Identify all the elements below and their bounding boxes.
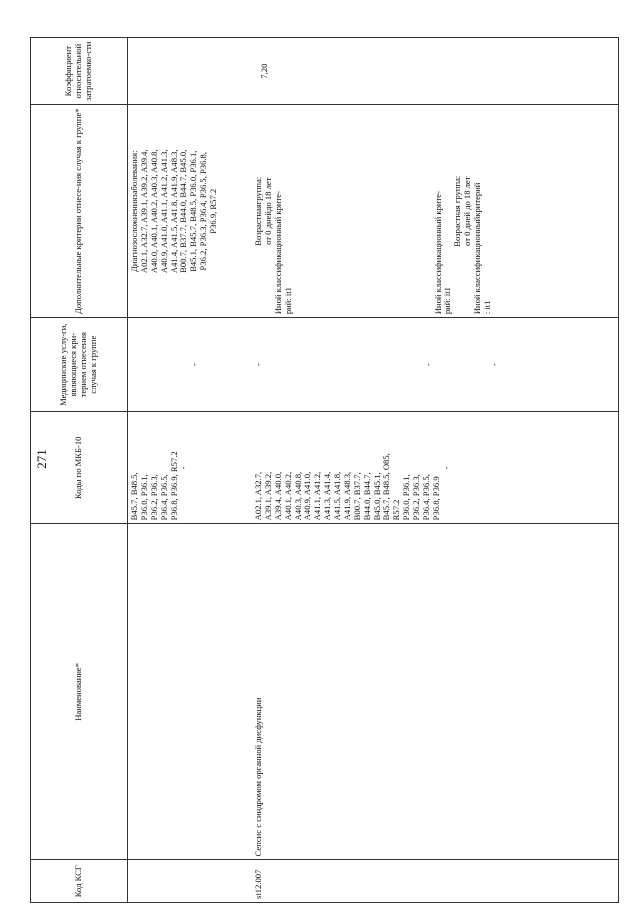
header-med-services: Медицинские услу-ги, являющиеся кри-терием отнесения случая к группе [31, 318, 128, 412]
mkb-dash: - [440, 466, 451, 470]
table-frame [30, 37, 610, 903]
cell-med-services [128, 318, 253, 412]
header-additional-criteria: Дополнительные критерии отнесе-ния случая к группе* [31, 105, 128, 318]
table-row-continued [128, 38, 253, 903]
mkb-codes-p36: P36.0, P36.1, P36.2, P36.3, P36.4, P36.5, P36.8, P36.9 [401, 474, 441, 521]
mkb-codes: A02.1, A32.7, A39.1, A39.2, A39.4, A40.0, A40.1, A40.2, A40.3, A40.8, A40.9, A41.0, A41.1, A41.2, A41.3, A41.4, A41.5, A41.8, A41.9, A48.3, B00.7, B37.7, B44.0, B44.7, B45.0, B45.1, B45.7, B48.5, O85, R57.2 [253, 453, 402, 521]
ksg-table [30, 37, 619, 903]
cell-mkb [128, 412, 253, 524]
med-dash-3: - [488, 363, 499, 367]
mkb-codes: B45.7, B48.5, P36.0, P36.1, P36.2, P36.3, P36.4, P36.5, P36.8, P36.9, R57.2 [129, 451, 179, 521]
bottom-cell [610, 524, 619, 860]
age-group: Возрастнаягруппа: от 0 днейдо 18 лет [253, 176, 273, 246]
bottom-cell [610, 105, 619, 318]
rotated-table-container [30, 37, 610, 903]
bottom-cell [610, 38, 619, 105]
cell-additional-criteria [128, 105, 253, 318]
other-criterion-2: Иной классификационный крите- рий: it1 [432, 191, 453, 315]
cell-code [128, 860, 253, 903]
cell-name [128, 524, 253, 860]
header-name: Наименование* [31, 524, 128, 860]
header-mkb: Коды по МКБ-10 [31, 412, 128, 524]
age-group-2: Возрастная группа: от 0 дней до 18 лет [452, 175, 473, 247]
cell-coefficient [252, 38, 610, 105]
mkb-dash: - [178, 466, 189, 470]
cell-name: Сепсис с синдромом органной дисфункции [252, 524, 610, 860]
cell-coefficient [128, 38, 253, 105]
other-criterion-3: Иной классификационныйкритерий : it1 [472, 182, 492, 315]
med-dash: - [189, 363, 199, 367]
complication-diagnoses: Диагнозосложнениязаболевания: A02.1, A32.7, A39.1, A39.2, A39.4, A40.0, A40.1, A40.2, A40.3, A40.8, A40.9, A41.0, A41.1, A41.2, A41.3, A41.4, A41.5, A41.8, A41.9, A48.3, B00.7, B37.7, B44.0, B44.7, B45.0, B45.1, B45.7, B48.5, P36.0, P36.1, P36.2, P36.3, P36.4, P36.5, P36.8, P36.9, R57.2 [129, 149, 218, 274]
table-row [252, 38, 610, 903]
coefficient-value: 7,20 [259, 63, 269, 79]
table-header-row [31, 38, 128, 903]
bottom-cell [610, 412, 619, 524]
cell-med-services [252, 318, 610, 412]
other-criterion-1: Иной классификационный крите- рий: it1 [272, 191, 293, 315]
cell-code: st12.007 [252, 860, 610, 903]
bottom-cell [610, 318, 619, 412]
cell-mkb [252, 412, 610, 524]
page-number: 271 [34, 449, 49, 469]
med-dash-2: - [422, 363, 433, 367]
med-dash-1: - [253, 363, 263, 367]
header-coefficient: Коэффициент относительной затратоемко-сти [31, 38, 128, 105]
cell-additional-criteria [252, 105, 610, 318]
header-code: Код КСГ [31, 860, 128, 903]
bottom-cell [610, 860, 619, 903]
table-bottom-border [610, 38, 619, 903]
